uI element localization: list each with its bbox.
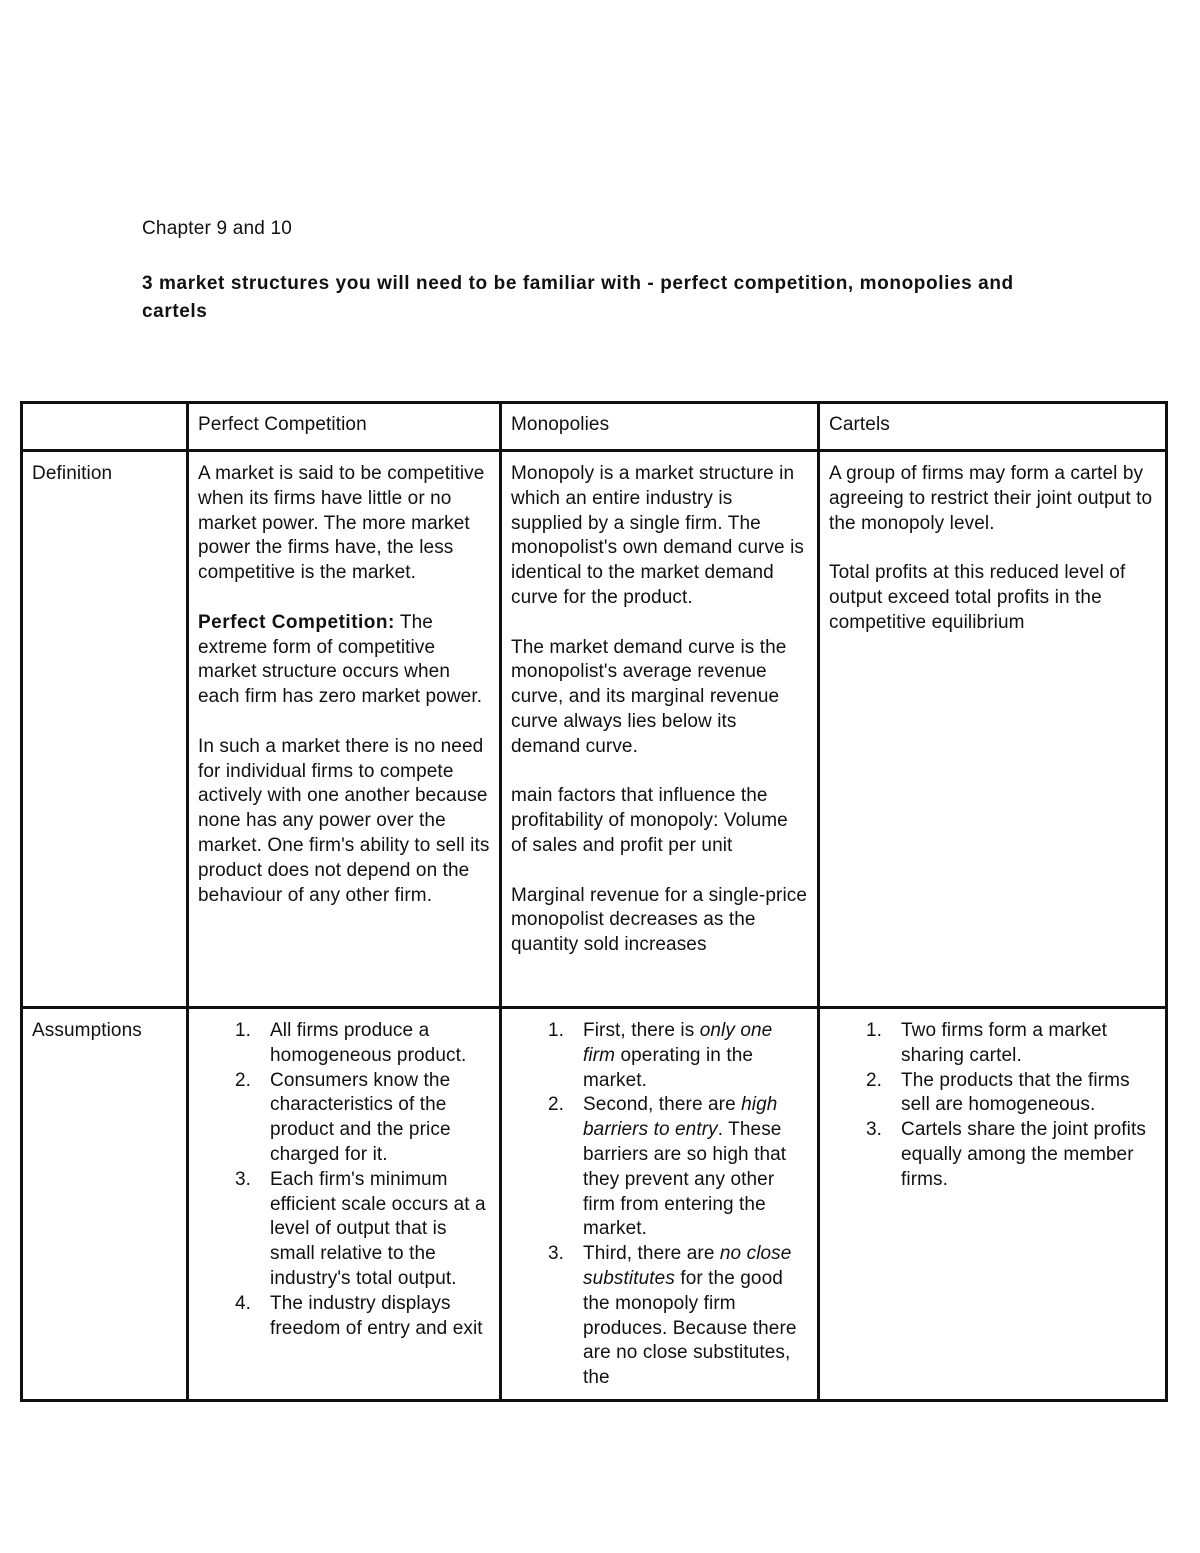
header-cartels: Cartels (819, 403, 1167, 451)
cartel-assumptions-list (829, 1019, 1157, 1193)
page-heading: 3 market structures you will need to be familiar with - perfect competition, monopolies and cartels (142, 273, 1014, 322)
monopolies-definition-cell (501, 451, 819, 1008)
monopoly-definition-paragraph: main factors that influence the profitability of monopoly: Volume of sales and profit per unit (511, 785, 788, 856)
assumptions-row-label: Assumptions (22, 1008, 188, 1401)
list-item (829, 1019, 1157, 1069)
list-item-number: 1. (235, 1020, 252, 1041)
list-item (829, 1069, 1157, 1119)
list-item (198, 1168, 491, 1292)
chapter-title: Chapter 9 and 10 (142, 218, 293, 239)
perfect-definition-paragraph (198, 611, 491, 710)
monopoly-definition-paragraph: Marginal revenue for a single-price monopolist decreases as the quantity sold increases (511, 884, 808, 956)
perfect-definition-paragraph: A market is said to be competitive when its firms have little or no market power. The more market power the firms have, the less competitive is the market. (198, 463, 485, 584)
perfect-competition-definition-cell (188, 451, 501, 1008)
list-item-text: . These barriers are so high that they prevent any other firm from entering the market. (583, 1119, 787, 1240)
list-item-number: 4. (235, 1292, 252, 1314)
list-item-text: The industry displays freedom of entry and exit (270, 1292, 483, 1339)
cartel-definition-paragraph: Total profits at this reduced level of output exceed total profits in the competitive equilibrium (829, 562, 1126, 633)
perfect-competition-term-definition: The extreme form of competitive market structure occurs when each firm has zero market power. (198, 611, 483, 708)
cartels-definition-cell (819, 451, 1167, 1008)
perfect-competition-assumptions-cell (188, 1008, 501, 1401)
definition-row-label: Definition (22, 451, 188, 1008)
list-item (511, 1019, 809, 1093)
header-perfect-competition: Perfect Competition (188, 403, 501, 451)
list-item-number: 3. (866, 1119, 883, 1141)
list-item-number: 2. (235, 1069, 252, 1091)
list-item-number: 3. (548, 1243, 565, 1265)
list-item-text: First, there is (583, 1020, 700, 1041)
list-item-text: Cartels share the joint profits equally among the member firms. (901, 1119, 1146, 1190)
perfect-assumptions-list (198, 1019, 491, 1341)
list-item-text: Each firm's minimum efficient scale occurs at a level of output that is small relative to the industry's total output. (270, 1168, 486, 1289)
cartel-definition-paragraph: A group of firms may form a cartel by agreeing to restrict their joint output to the monopoly level. (829, 463, 1153, 534)
list-item-text: operating in the market. (583, 1044, 754, 1091)
cartels-assumptions-cell (819, 1008, 1167, 1401)
table-header-row (22, 403, 1167, 451)
list-item-emphasis: only one firm (583, 1020, 773, 1066)
monopolies-assumptions-cell (501, 1008, 819, 1401)
list-item (198, 1019, 491, 1069)
list-item (511, 1093, 809, 1242)
list-item-emphasis: high barriers to entry (583, 1094, 778, 1141)
list-item-number: 1. (548, 1020, 565, 1041)
list-item (198, 1292, 491, 1342)
list-item (829, 1118, 1157, 1192)
list-item-emphasis: no close substitutes (583, 1243, 792, 1289)
header-monopolies: Monopolies (501, 403, 819, 451)
market-structures-table (20, 401, 1168, 1402)
definition-row (22, 451, 1167, 1008)
monopoly-definition-paragraph: Monopoly is a market structure in which an entire industry is supplied by a single firm. The monopolist's own demand curve is identical to the market demand curve for the product. (511, 463, 805, 608)
list-item-text: All firms produce a homogeneous product. (270, 1020, 467, 1066)
list-item (511, 1242, 809, 1391)
list-item-text: The products that the firms sell are homogeneous. (901, 1069, 1130, 1116)
monopoly-assumptions-list (511, 1019, 809, 1391)
perfect-definition-paragraph: In such a market there is no need for individual firms to compete actively with one another because none has any power over the market. One firm's ability to sell its product does not depend on the behaviour of any other firm. (198, 735, 490, 906)
monopoly-definition-paragraph: The market demand curve is the monopolist's average revenue curve, and its marginal revenue curve always lies below its demand curve. (511, 636, 787, 757)
list-item-number: 2. (548, 1094, 565, 1116)
list-item-number: 3. (235, 1168, 252, 1190)
list-item-number: 1. (866, 1020, 883, 1041)
list-item (198, 1069, 491, 1168)
list-item-text: Two firms form a market sharing cartel. (901, 1020, 1108, 1066)
list-item-number: 2. (866, 1069, 883, 1091)
assumptions-row (22, 1008, 1167, 1401)
list-item-text: Consumers know the characteristics of the product and the price charged for it. (270, 1069, 451, 1165)
list-item-text: Third, there are (583, 1243, 720, 1265)
header-blank-cell (22, 403, 188, 451)
perfect-competition-term: Perfect Competition: (198, 611, 395, 633)
list-item-text: for the good the monopoly firm produces. Because there are no close substitutes, the (583, 1267, 797, 1389)
list-item-text: Second, there are (583, 1094, 742, 1116)
